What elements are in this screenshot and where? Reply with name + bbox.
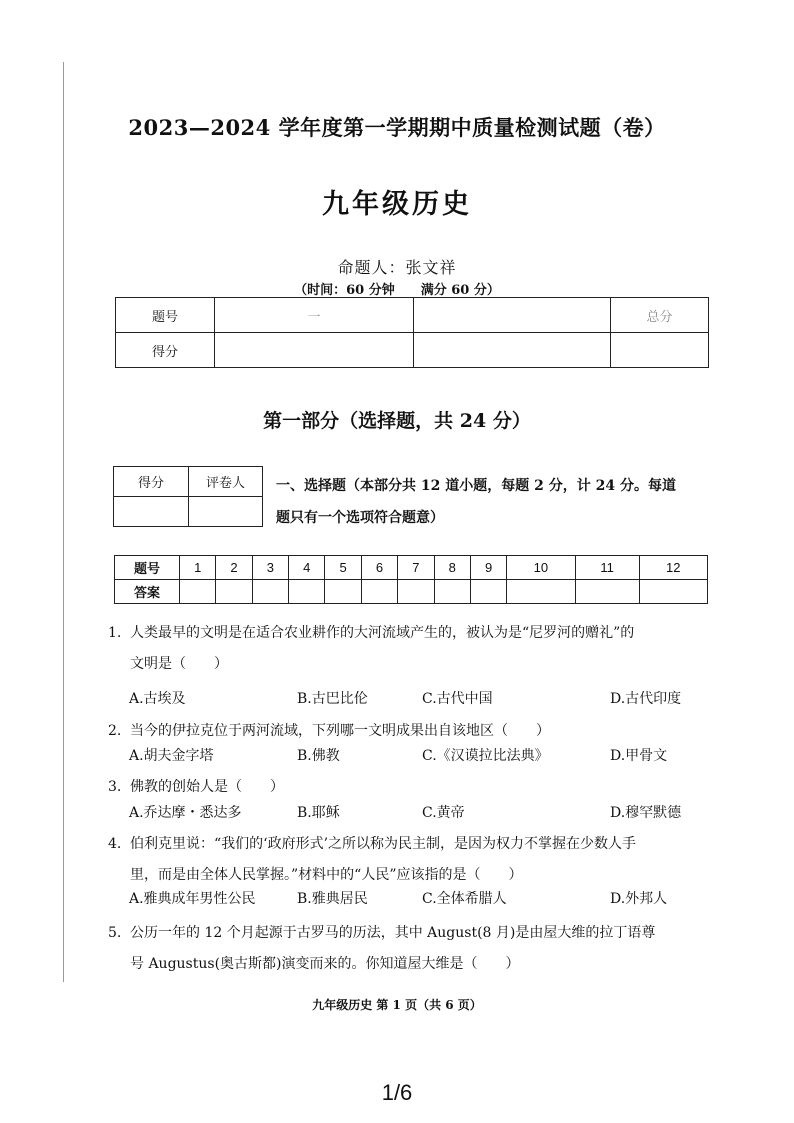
score-table-cell — [611, 333, 709, 368]
answer-option: C.黄帝 — [422, 805, 465, 821]
answer-option: A.雅典成年男性公民 — [129, 891, 256, 907]
question-number: 1. — [108, 625, 122, 641]
question-text: 当今的伊拉克位于两河流域，下列哪一文明成果出自该地区（ ） — [130, 723, 550, 739]
score-table-cell: 得分 — [116, 333, 215, 368]
answer-option: A.胡夫金字塔 — [129, 748, 214, 764]
score-table-cell: 题号 — [116, 298, 215, 333]
answer-option: B.古巴比伦 — [297, 691, 368, 707]
grader-header: 评卷人 — [189, 467, 263, 497]
answer-table-number: 11 — [575, 556, 639, 580]
answer-table-label: 答案 — [115, 580, 180, 604]
answer-cell[interactable] — [575, 580, 639, 604]
section-instructions — [276, 470, 728, 534]
answer-option: A.古埃及 — [129, 691, 186, 707]
answer-cell[interactable] — [252, 580, 288, 604]
answer-cell[interactable] — [361, 580, 397, 604]
question-stem — [108, 918, 728, 980]
answer-option: C.《汉谟拉比法典》 — [422, 748, 549, 764]
section-line: 一、选择题（本部分共 12 道小题，每题 2 分，计 24 分。每道 — [276, 478, 676, 494]
answer-table-number: 2 — [216, 556, 252, 580]
score-table-cell: 一 — [215, 298, 414, 333]
score-table — [115, 297, 709, 368]
answer-cell[interactable] — [325, 580, 361, 604]
answer-table — [114, 555, 708, 604]
answer-table-number: 12 — [639, 556, 707, 580]
answer-cell[interactable] — [216, 580, 252, 604]
question-text: 里，而是由全体人民掌握。”材料中的“人民”应该指的是（ ） — [130, 867, 523, 883]
answer-option: D.甲骨文 — [610, 748, 668, 764]
question-number: 4. — [108, 836, 122, 852]
answer-table-number: 6 — [361, 556, 397, 580]
question-text: 号 Augustus(奥古斯都)演变而来的。你知道屋大维是（ ） — [130, 956, 520, 972]
question-stem — [108, 829, 728, 891]
page-indicator: 1/6 — [381, 1080, 413, 1105]
answer-table-number: 9 — [470, 556, 506, 580]
grader-table — [113, 466, 263, 527]
page-footer: 九年级历史 第 1 页（共 6 页） — [312, 998, 482, 1012]
question-stem — [108, 618, 728, 680]
answer-table-label: 题号 — [115, 556, 180, 580]
answer-table-number: 10 — [507, 556, 575, 580]
answer-option: A.乔达摩・悉达多 — [129, 805, 242, 821]
grader-cell — [114, 497, 189, 527]
answer-option: D.古代印度 — [610, 691, 682, 707]
answer-table-number: 1 — [180, 556, 216, 580]
question-text: 公历一年的 12 个月起源于古罗马的历法，其中 August(8 月)是由屋大维的拉丁语尊 — [130, 925, 656, 941]
exam-time: （时间：60 分钟 — [294, 283, 395, 298]
part-one-title: 第一部分（选择题，共 24 分） — [263, 410, 531, 432]
answer-option: D.外邦人 — [610, 891, 668, 907]
question-stem — [108, 716, 728, 747]
grader-cell — [189, 497, 263, 527]
answer-cell[interactable] — [434, 580, 470, 604]
question-text: 文明是（ ） — [130, 656, 228, 672]
answer-cell[interactable] — [470, 580, 506, 604]
question-text: 人类最早的文明是在适合农业耕作的大河流域产生的，被认为是“尼罗河的赠礼”的 — [130, 625, 635, 641]
answer-cell[interactable] — [180, 580, 216, 604]
answer-cell[interactable] — [398, 580, 434, 604]
answer-cell[interactable] — [639, 580, 707, 604]
answer-table-number: 5 — [325, 556, 361, 580]
exam-full-score: 满分 60 分） — [420, 283, 500, 298]
answer-option: B.耶稣 — [297, 805, 340, 821]
question-number: 5. — [108, 925, 122, 941]
section-line: 题只有一个选项符合题意） — [276, 510, 444, 526]
question-stem — [108, 772, 728, 803]
answer-option: D.穆罕默德 — [610, 805, 682, 821]
score-table-cell — [215, 333, 414, 368]
question-number: 2. — [108, 723, 122, 739]
question-text: 佛教的创始人是（ ） — [130, 779, 284, 795]
answer-option: C.全体希腊人 — [422, 891, 507, 907]
exam-subject: 九年级历史 — [322, 189, 472, 220]
score-table-cell — [414, 333, 611, 368]
exam-time-info — [0, 279, 794, 298]
answer-table-number: 3 — [252, 556, 288, 580]
question-text: 伯利克里说：“我们的‘政府形式’之所以称为民主制，是因为权力不掌握在少数人手 — [130, 836, 637, 852]
answer-table-number: 4 — [289, 556, 325, 580]
answer-option: B.佛教 — [297, 748, 340, 764]
grader-header: 得分 — [114, 467, 189, 497]
answer-cell[interactable] — [507, 580, 575, 604]
answer-table-number: 7 — [398, 556, 434, 580]
exam-author: 命题人：张文祥 — [337, 258, 457, 277]
question-number: 3. — [108, 779, 122, 795]
score-table-cell — [414, 298, 611, 333]
exam-title: 2023—2024 学年度第一学期期中质量检测试题（卷） — [128, 115, 666, 140]
score-table-cell: 总分 — [611, 298, 709, 333]
answer-option: C.古代中国 — [422, 691, 493, 707]
answer-option: B.雅典居民 — [297, 891, 368, 907]
answer-cell[interactable] — [289, 580, 325, 604]
answer-table-number: 8 — [434, 556, 470, 580]
